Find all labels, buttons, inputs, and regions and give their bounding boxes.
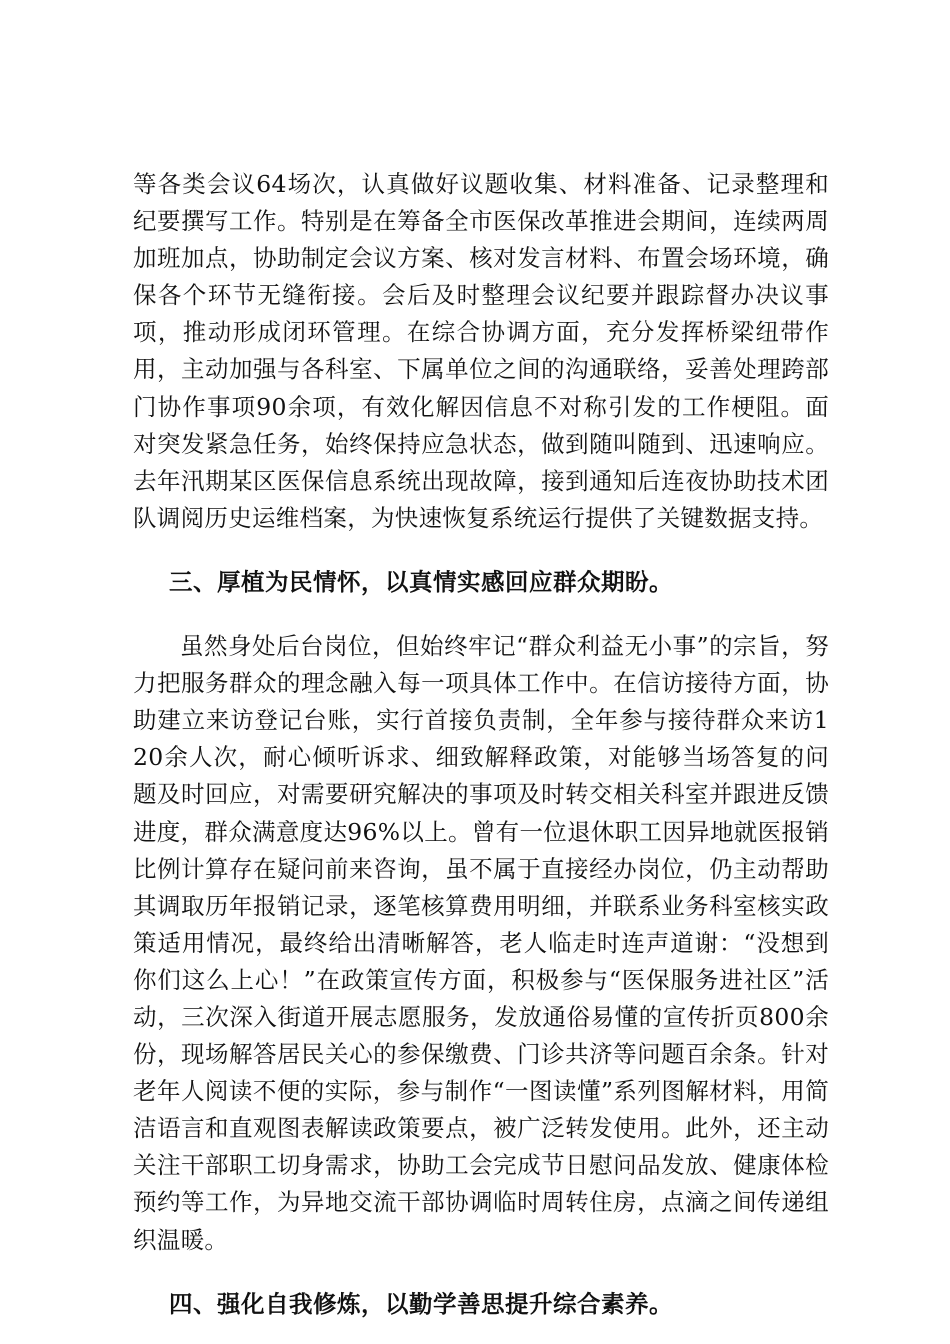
body-paragraph-continued: 等各类会议64场次，认真做好议题收集、材料准备、记录整理和纪要撰写工作。特别是在筹备全市医保改革推进会期间，连续两周加班加点，协助制定会议方案、核对发言材料、布置会场环境，确保各个环节无缝衔接。会后及时整理会议纪要并跟踪督办决议事项，推动形成闭环管理。在综合协调方面，充分发挥桥梁纽带作用，主动加强与各科室、下属单位之间的沟通联络，妥善处理跨部门协作事项90余项，有效化解因信息不对称引发的工作梗阻。面对突发紧急任务，始终保持应急状态，做到随叫随到、迅速响应。去年汛期某区医保信息系统出现故障，接到通知后连夜协助技术团队调阅历史运维档案，为快速恢复系统运行提供了关键数据支持。 (133, 170, 829, 532)
section-heading-4: 四、强化自我修炼，以勤学善思提升综合素养。 (169, 1289, 673, 1318)
document-page (133, 166, 829, 1323)
section-heading-3: 三、厚植为民情怀，以真情实感回应群众期盼。 (169, 567, 673, 596)
body-paragraph-section-3: 虽然身处后台岗位，但始终牢记“群众利益无小事”的宗旨，努力把服务群众的理念融入每一项具体工作中。在信访接待方面，协助建立来访登记台账，实行首接负责制，全年参与接待群众来访120余人次，耐心倾听诉求、细致解释政策，对能够当场答复的问题及时回应，对需要研究解决的事项及时转交相关科室并跟进反馈进度，群众满意度达96%以上。曾有一位退休职工因异地就医报销比例计算存在疑问前来咨询，虽不属于直接经办岗位，仍主动帮助其调取历年报销记录，逐笔核算费用明细，并联系业务科室核实政策适用情况，最终给出清晰解答，老人临走时连声道谢：“没想到你们这么上心！”在政策宣传方面，积极参与“医保服务进社区”活动，三次深入街道开展志愿服务，发放通俗易懂的宣传折页800余份，现场解答居民关心的参保缴费、门诊共济等问题百余条。针对老年人阅读不便的实际，参与制作“一图读懂”系列图解材料，用简洁语言和直观图表解读政策要点，被广泛转发使用。此外，还主动关注干部职工切身需求，协助工会完成节日慰问品发放、健康体检预约等工作，为异地交流干部协调临时周转住房，点滴之间传递组织温暖。 (133, 632, 829, 1254)
